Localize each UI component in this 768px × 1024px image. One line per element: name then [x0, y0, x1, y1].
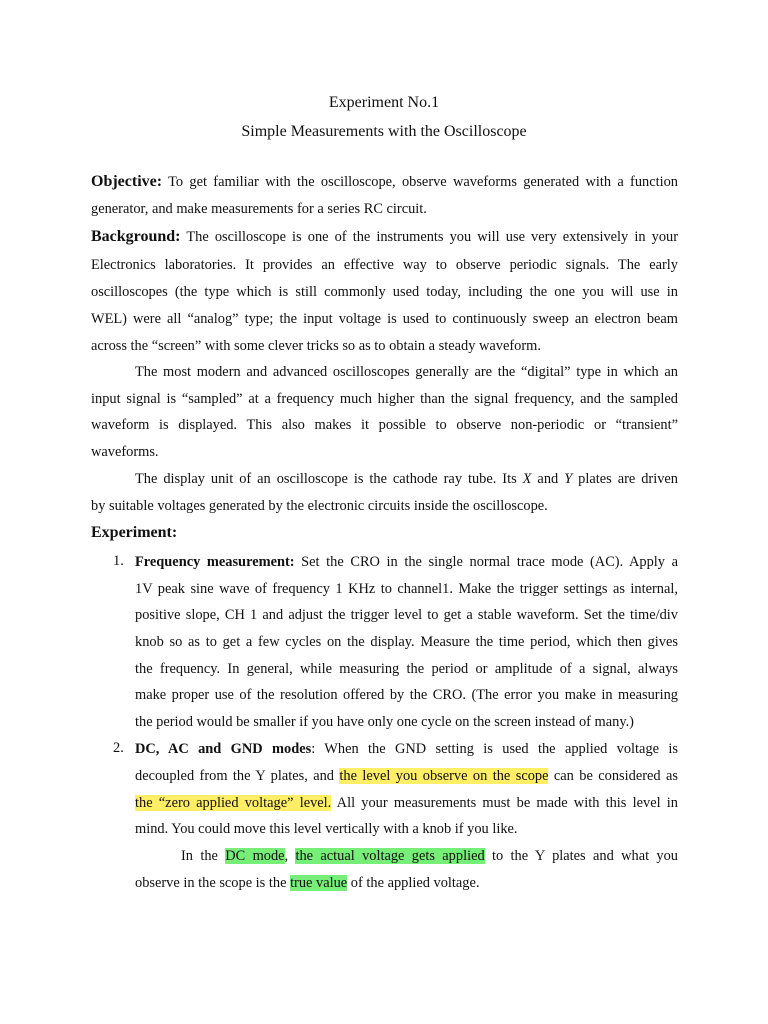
item-1-line-6: make proper use of the resolution offered by the CRO. (The error you make in measuring: [135, 687, 678, 703]
item-2-text-6a: observe in the scope is the: [135, 875, 291, 891]
item-2-text-1: : When the GND setting is used the applied voltage is: [311, 741, 678, 757]
objective-line-1: [91, 173, 678, 191]
item-1-number: 1.: [113, 553, 124, 569]
objective-line-2: generator, and make measurements for a series RC circuit.: [91, 201, 427, 217]
highlight-level-observe: the level you observe on the scope: [339, 768, 549, 784]
objective-label: Objective:: [91, 173, 163, 190]
background-p3-text-a: The display unit of an oscilloscope is the cathode ray tube. Its: [135, 471, 523, 487]
background-line-3: oscilloscopes (the type which is still commonly used today, including the one you will use in: [91, 284, 678, 300]
background-line-2: Electronics laboratories. It provides an effective way to observe periodic signals. The early: [91, 257, 678, 273]
background-p2-line-1: The most modern and advanced oscilloscopes generally are the “digital” type in which an: [135, 364, 678, 380]
item-2-line-2: [135, 767, 678, 785]
objective-text-1: To get familiar with the oscilloscope, observe waveforms generated with a function: [168, 174, 678, 190]
item-1-line-3: positive slope, CH 1 and adjust the trigger level to get a stable waveform. Set the time/div: [135, 607, 678, 623]
item-1-title: Frequency measurement:: [135, 554, 295, 570]
background-line-4: WEL) were all “analog” type; the input voltage is used to continuously sweep an electron beam: [91, 311, 678, 327]
background-text-1: The oscilloscope is one of the instruments you will use very extensively in your: [186, 229, 678, 245]
item-1-line-7: the period would be smaller if you have only one cycle on the screen instead of many.): [135, 714, 634, 730]
item-2-line-4: mind. You could move this level vertically with a knob if you like.: [135, 821, 518, 837]
item-2-line-5: [181, 847, 678, 865]
item-1-line-2: 1V peak sine wave of frequency 1 KHz to channel1. Make the trigger settings as internal,: [135, 581, 678, 597]
item-2-text-2b: can be considered as: [548, 768, 678, 784]
experiment-subtitle: Simple Measurements with the Oscilloscope: [241, 123, 527, 140]
experiment-heading: Experiment:: [91, 524, 178, 541]
background-p2-line-3: waveform is displayed. This also makes it possible to observe non-periodic or “transient”: [91, 417, 678, 433]
item-2-title: DC, AC and GND modes: [135, 741, 312, 757]
background-p2-line-4: waveforms.: [91, 444, 159, 460]
item-2-text-5a: In the: [181, 848, 226, 864]
item-2-text-5c: to the Y plates and what you: [484, 848, 678, 864]
experiment-number-title: Experiment No.1: [328, 94, 440, 111]
item-1-line-1: [135, 553, 678, 571]
background-p3-text-b: and: [531, 471, 565, 487]
item-1-line-4: knob so as to get a few cycles on the display. Measure the time period, which then gives: [135, 634, 678, 650]
item-2-text-5b: ,: [284, 848, 296, 864]
background-label: Background:: [91, 228, 181, 245]
background-p3-text-c: plates are driven: [572, 471, 678, 487]
item-2-text-6b: of the applied voltage.: [347, 875, 480, 891]
background-line-1: [91, 228, 678, 246]
item-2-text-3b: All your measurements must be made with this level in: [331, 795, 678, 811]
item-2-line-1: [135, 740, 678, 758]
highlight-zero-voltage-level: the “zero applied voltage” level.: [135, 795, 332, 811]
item-2-text-2a: decoupled from the Y plates, and: [135, 768, 340, 784]
background-p2-line-2: input signal is “sampled” at a frequency much higher than the signal frequency, and the sampled: [91, 391, 678, 407]
item-2-number: 2.: [113, 740, 124, 756]
highlight-dc-mode: DC mode: [225, 848, 285, 864]
item-2-line-6: [135, 874, 678, 892]
x-plate-label: X: [522, 471, 532, 487]
highlight-actual-voltage: the actual voltage gets applied: [295, 848, 485, 864]
background-p3-line-1: [135, 470, 678, 488]
background-p3-line-2: by suitable voltages generated by the electronic circuits inside the oscilloscope.: [91, 498, 548, 514]
background-line-5: across the “screen” with some clever tricks so as to obtain a steady waveform.: [91, 338, 541, 354]
item-1-text-1: Set the CRO in the single normal trace mode (AC). Apply a: [301, 554, 678, 570]
item-2-line-3: [135, 794, 678, 812]
item-1-line-5: the frequency. In general, while measuring the period or amplitude of a signal, always: [135, 661, 678, 677]
y-plate-label: Y: [564, 471, 573, 487]
highlight-true-value: true value: [290, 875, 348, 891]
